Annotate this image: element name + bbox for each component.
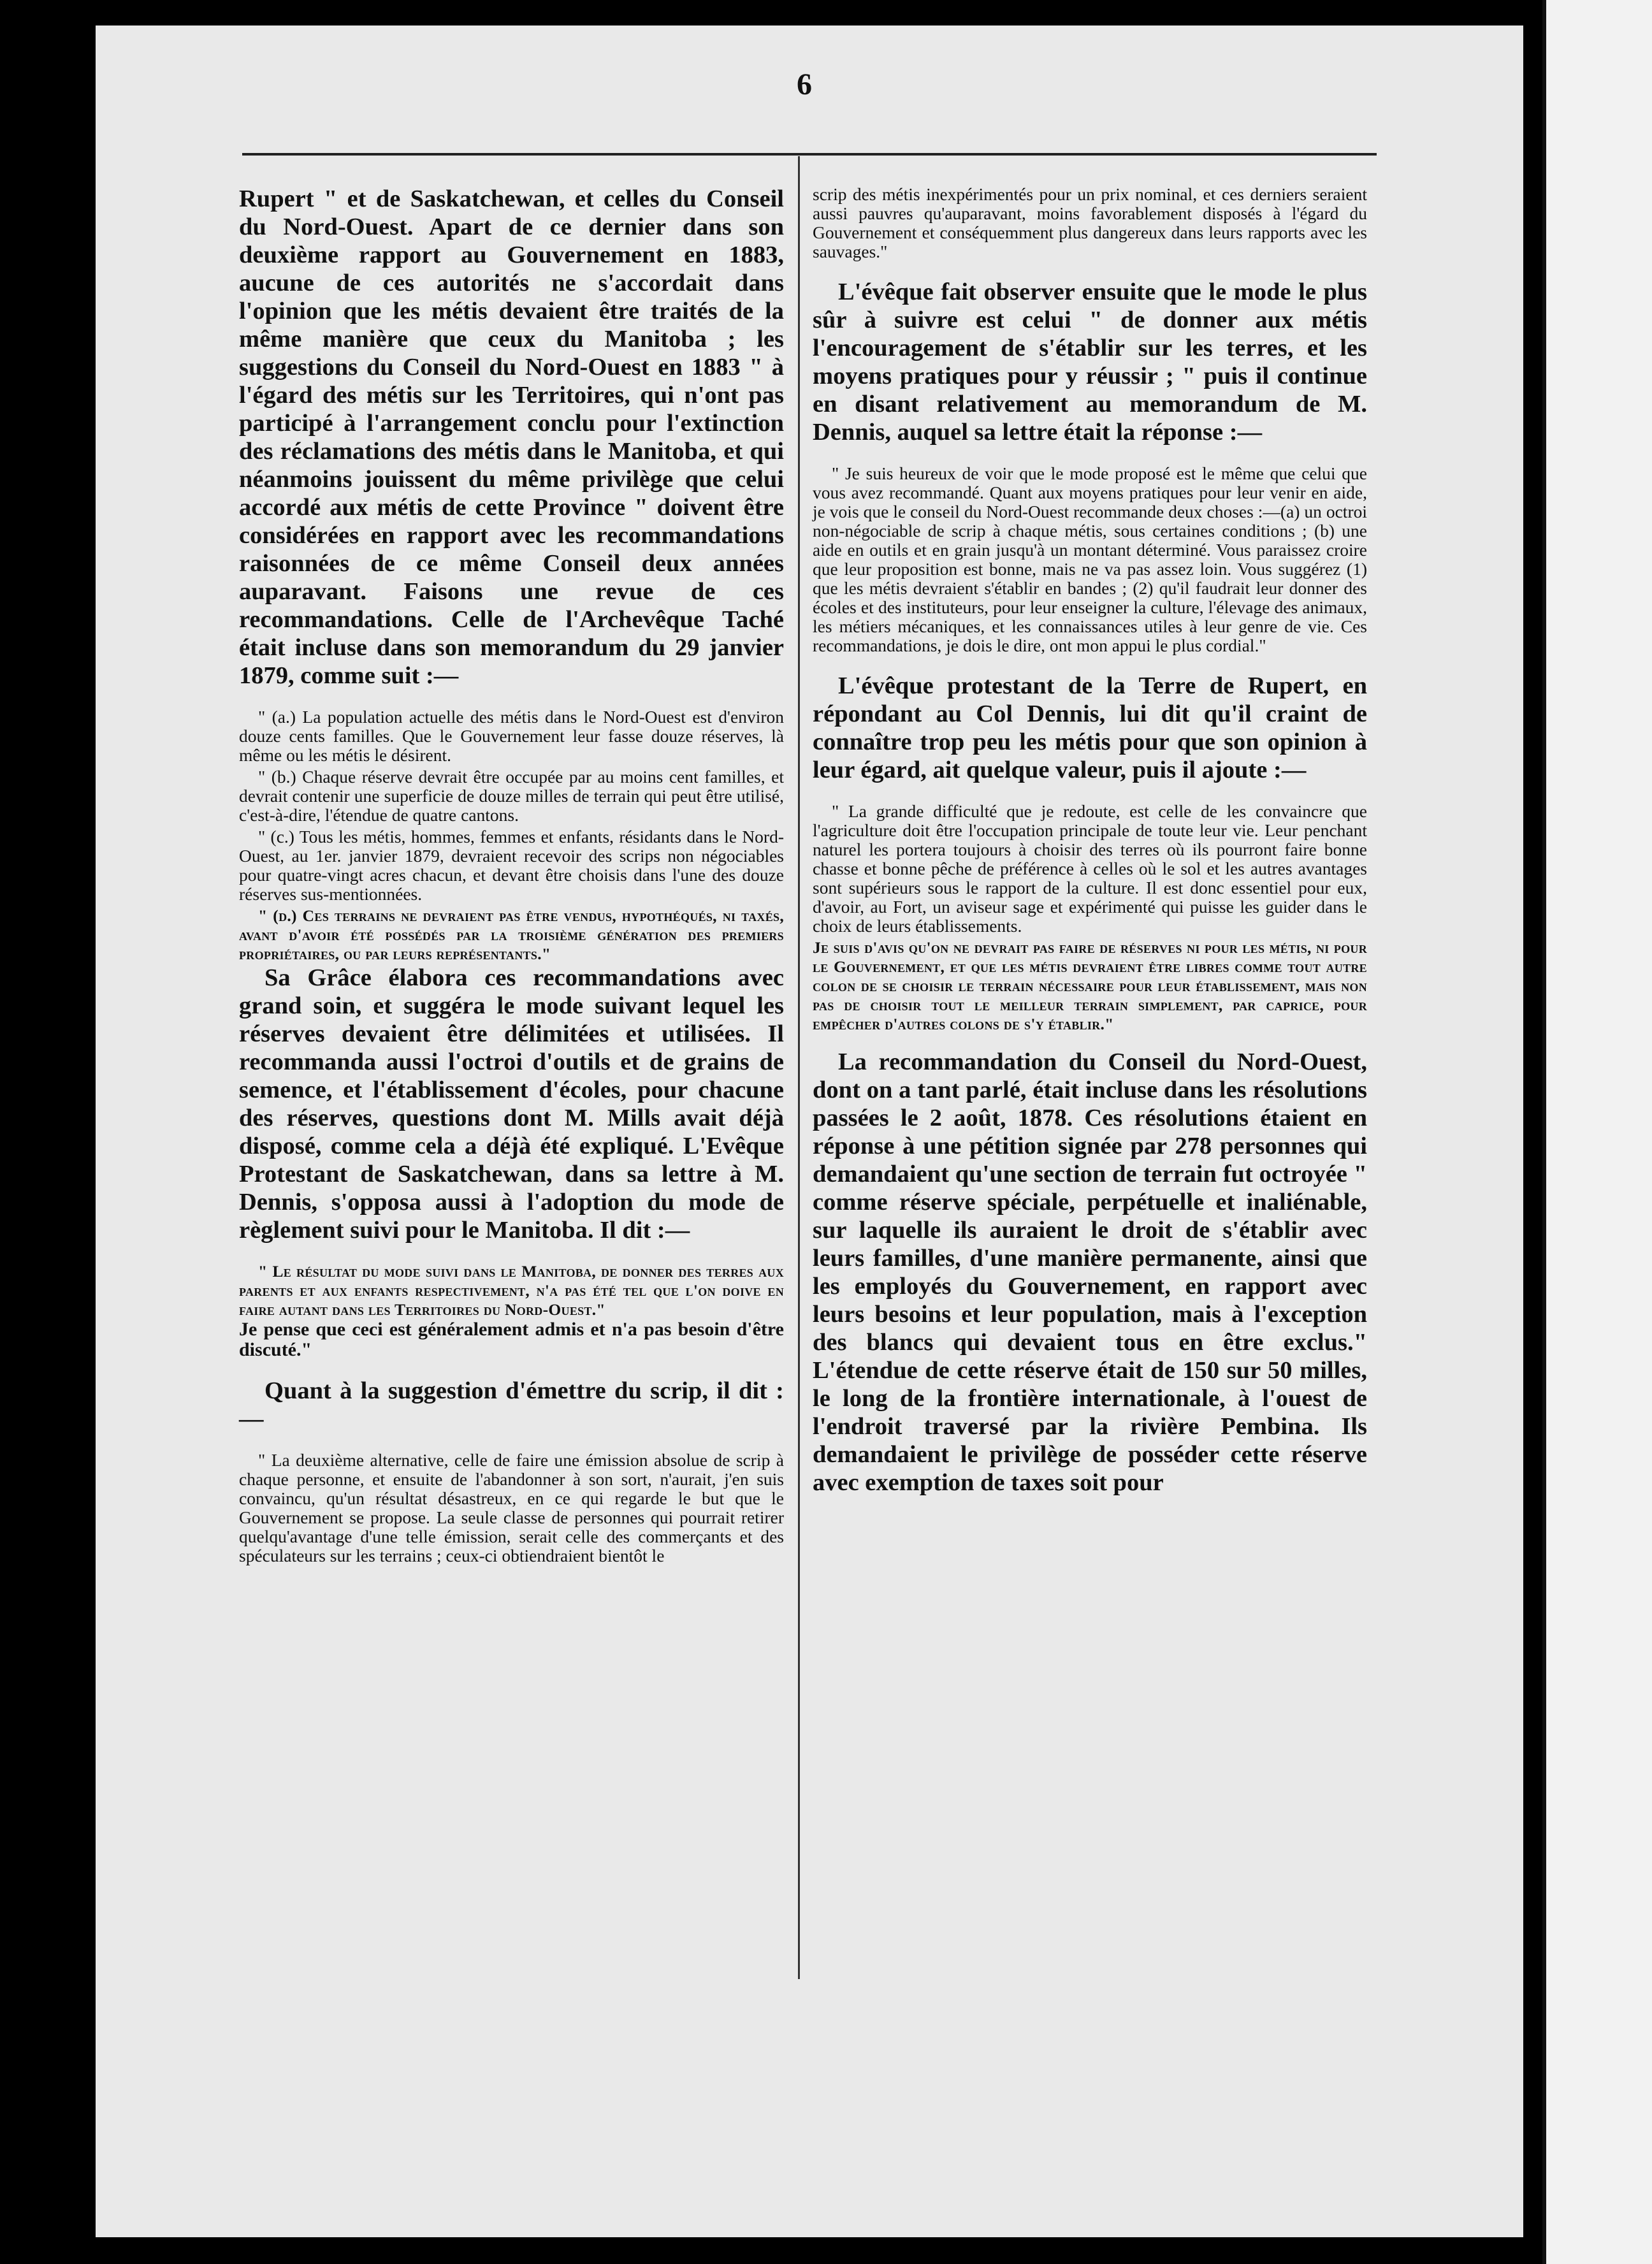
paragraph-gap [813, 658, 1367, 672]
body-paragraph: L'évêque fait observer ensuite que le mode le plus sûr à suivre est celui " de donner aux métis l'encouragement de s'établir sur les terres, et les moyens pratiques pour y réussir ; " puis il continue en disant relativement au memorandum de M. Dennis, auquel sa lettre était la réponse :— [813, 279, 1367, 446]
quote-paragraph: " (b.) Chaque réserve devrait être occupée par au moins cent familles, et devrait contenir une superficie de douze milles de terrain qui peut être utilisé, c'est-à-dire, l'étendue de quatre cantons. [239, 767, 784, 825]
quote-paragraph: " (c.) Tous les métis, hommes, femmes et enfants, résidants dans le Nord-Ouest, au 1er. janvier 1879, devraient recevoir des scrips non négociables pour quatre-vingt acres chacun, et devant être choisis dans l'une des douze réserves sus-mentionnées. [239, 827, 784, 904]
body-paragraph: L'évêque protestant de la Terre de Rupert, en répondant au Col Dennis, lui dit qu'il craint de connaître trop peu les métis pour que son opinion à leur égard, ait quelque valeur, puis il ajoute :— [813, 672, 1367, 783]
paragraph-gap [239, 1437, 784, 1451]
paragraph-gap [239, 1248, 784, 1262]
quote-paragraph: scrip des métis inexpérimentés pour un prix nominal, et ces derniers seraient aussi pauvres qu'auparavant, moins favorablement disposés à l'égard du Gouvernement et conséquemment plus dangereux dans leurs rapports avec les sauvages." [813, 184, 1367, 261]
header-rule [242, 153, 1377, 156]
left-column [239, 185, 784, 1568]
body-paragraph: La recommandation du Conseil du Nord-Ouest, dont on a tant parlé, était incluse dans les résolutions passées le 2 août, 1878. Ces résolutions étaient en réponse à une pétition signée par 278 personnes qui demandaient qu'une section de terrain fut octroyée " comme réserve spéciale, perpétuelle et inaliénable, sur laquelle ils auraient le droit de s'établir avec leurs familles, d'une manière permanente, ainsi que les employés du Gouvernement, en rapport avec leurs besoins et leur population, mais à l'exception des blancs qui devaient tous en être exclus." L'étendue de cette réserve était de 150 sur 50 milles, le long de la frontière internationale, à l'ouest de l'endroit traversé par la rivière Pembina. Ils demandaient le privilège de posséder cette réserve avec exemption de taxes soit pour [813, 1049, 1367, 1496]
adjacent-page-edge [1542, 0, 1652, 2264]
paragraph-gap [813, 1034, 1367, 1048]
quote-small-caps: " Le résultat du mode suivi dans le Manitoba, de donner des terres aux parents et aux enfants respectivement, n'a pas été tel que l'on doive en faire autant dans les Territoires du Nord-Ouest." [239, 1262, 784, 1319]
quote-paragraph: " Je suis heureux de voir que le mode proposé est le même que celui que vous avez recommandé. Quant aux moyens pratiques pour leur venir en aide, je vois que le conseil du Nord-Ouest recommande deux choses :—(a) un octroi non-négociable de scrip à chaque métis, sous certaines conditions ; (b) une aide en outils et en grain jusqu'à un montant déterminé. Vous paraissez croire que leur proposition est bonne, mais ne va pas assez loin. Vous suggérez (1) que les métis devraient s'établir en bandes ; (2) qu'il faudrait leur donner des écoles et des instituteurs, pour leur enseigner la culture, l'élevage des animaux, les métiers mécaniques, et les connaissances utiles à leur genre de vie. Ces recommandations, je dois le dire, ont mon appui le plus cordial." [813, 463, 1367, 655]
quote-paragraph: " La grande difficulté que je redoute, est celle de les convaincre que l'agriculture doit être l'occupation principale de toute leur vie. Leur penchant naturel les portera toujours à choisir des terres où ils pourront faire bonne chasse et bonne pêche de préférence à celles où le sol et les autres avantages sont supérieurs sous le rapport de la culture. Il est donc essentiel pour eux, d'avoir, au Fort, un aviseur sage et expérimenté qui puisse les guider dans le choix de leurs établissements. [813, 801, 1367, 936]
paragraph-gap [813, 788, 1367, 802]
paragraph-gap [813, 450, 1367, 464]
quote-small-caps: Je suis d'avis qu'on ne devrait pas faire de réserves ni pour les métis, ni pour le Gouvernement, et que les métis devraient être libres comme tout autre colon de se choisir le terrain nécessaire pour leur établissement, mais non pas de choisir tout le meilleur terrain simplement, par caprice, pour empêcher d'autres colons de s'y établir." [813, 938, 1367, 1033]
column-divider [798, 156, 800, 1979]
paragraph-gap [239, 693, 784, 708]
body-paragraph: Quant à la suggestion d'émettre du scrip, il dit :— [239, 1377, 784, 1432]
body-paragraph: Rupert " et de Saskatchewan, et celles du Conseil du Nord-Ouest. Apart de ce dernier dans son deuxième rapport au Gouvernement en 1883, aucune de ces autorités ne s'accordait dans l'opinion que les métis devaient être traités de la même manière que ceux du Manitoba ; les suggestions du Conseil du Nord-Ouest en 1883 " à l'égard des métis sur les Territoires, qui n'ont pas participé à l'arrangement conclu pour l'extinction des réclamations des métis dans le Manitoba, et qui néanmoins jouissent du même privilège que celui accordé aux métis de cette Province " doivent être considérées en rapport avec les recommandations raisonnées de ce même Conseil deux années auparavant. Faisons une revue de ces recommandations. Celle de l'Archevêque Taché était incluse dans son memorandum du 29 janvier 1879, comme suit :— [239, 185, 784, 689]
paragraph-gap [813, 264, 1367, 278]
paragraph-gap [239, 1363, 784, 1377]
page-number: 6 [797, 68, 812, 101]
quote-paragraph: " La deuxième alternative, celle de faire une émission absolue de scrip à chaque personne, et ensuite de l'abandonner à son sort, n'aurait, j'en suis convaincu, qu'un résultat désastreux, en ce qui regarde le but que le Gouvernement se propose. La seule classe de personnes qui pourrait retirer quelqu'avantage d'une telle émission, serait celle des commerçants et des spéculateurs sur les terrains ; ceux-ci obtiendraient bientôt le [239, 1450, 784, 1565]
body-paragraph: Sa Grâce élabora ces recommandations avec grand soin, et suggéra le mode suivant lequel les réserves devaient être délimitées et utilisées. Il recommanda aussi l'octroi d'outils et de grains de semence, et l'établissement d'écoles, pour chacune des réserves, questions dont M. Mills avait déjà disposé, comme cela a déjà été expliqué. L'Evêque Protestant de Saskatchewan, dans sa lettre à M. Dennis, s'opposa aussi à l'adoption du mode de règlement suivi pour le Manitoba. Il dit :— [239, 964, 784, 1244]
quote-paragraph: Je pense que ceci est généralement admis et n'a pas besoin d'être discuté." [239, 1319, 784, 1360]
quote-paragraph: " (a.) La population actuelle des métis dans le Nord-Ouest est d'environ douze cents familles. Que le Gouvernement leur fasse douze réserves, là même ou les métis le désirent. [239, 707, 784, 765]
quote-small-caps: " (d.) Ces terrains ne devraient pas être vendus, hypothéqués, ni taxés, avant d'avoir été possédés par la troisième génération des premiers propriétaires, ou par leurs représentants." [239, 906, 784, 963]
scan-left-margin [0, 0, 96, 2264]
right-column [813, 185, 1367, 1500]
